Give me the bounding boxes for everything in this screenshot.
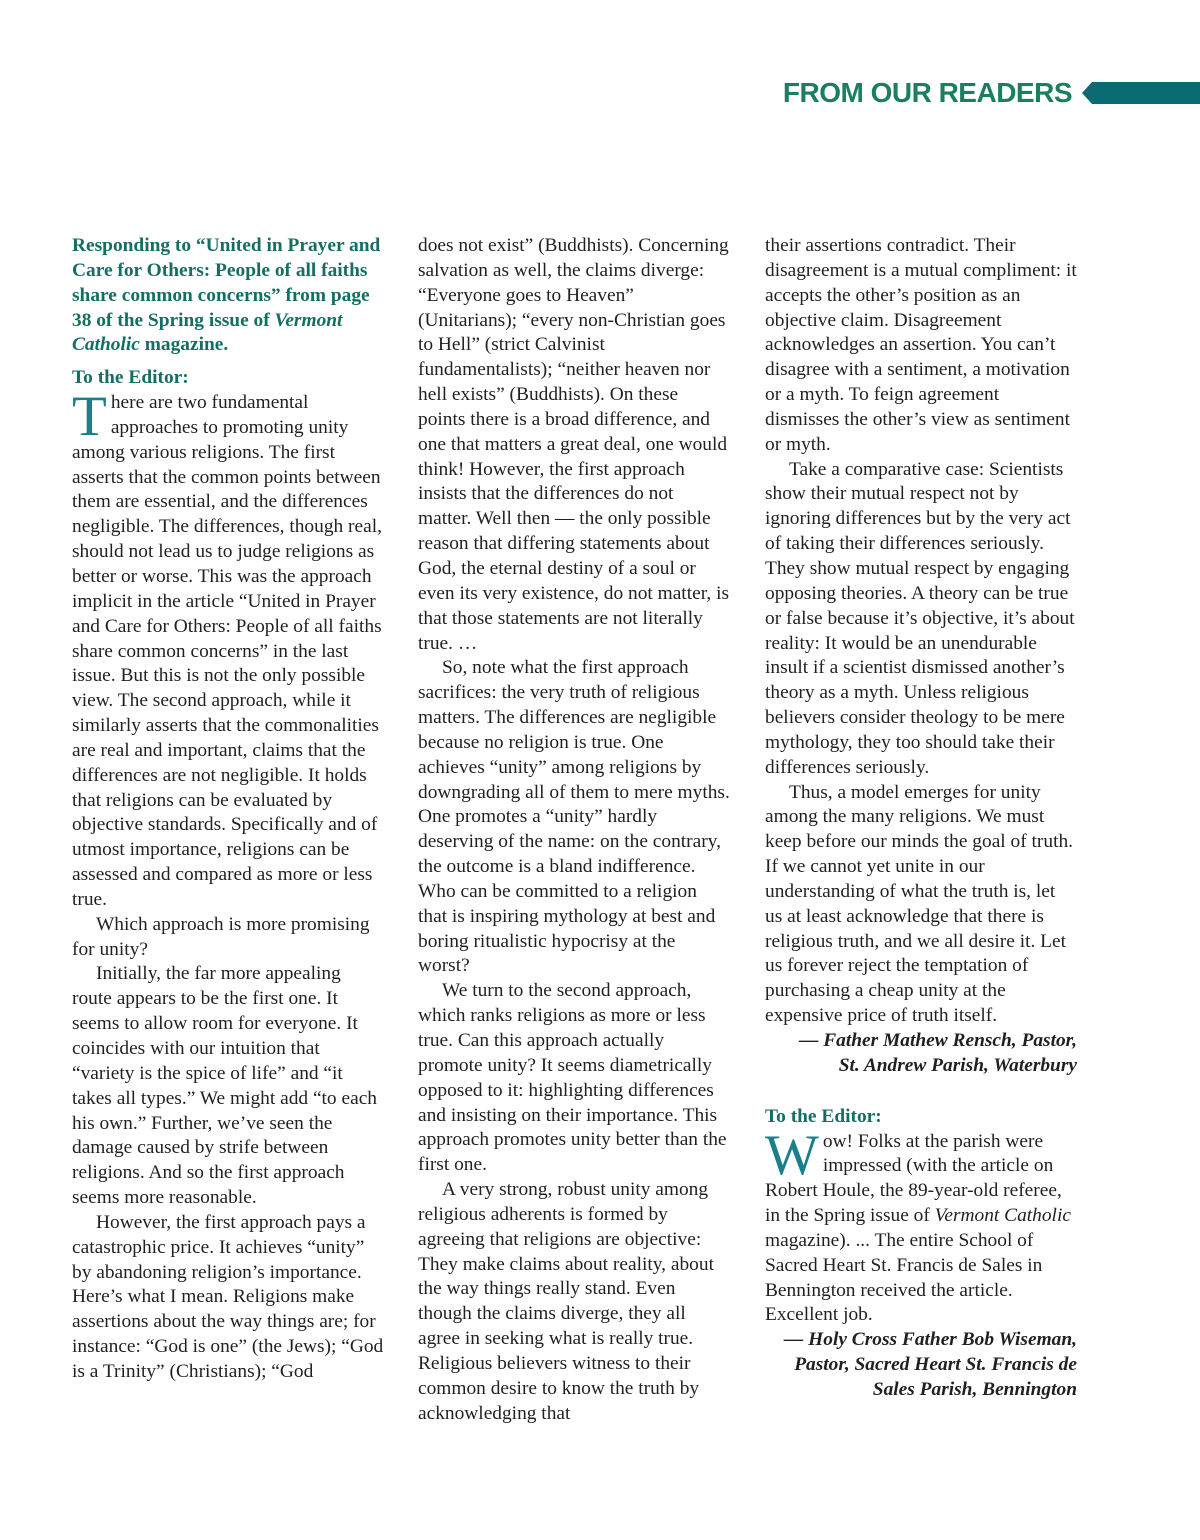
letter1-paragraph-1 bbox=[72, 385, 384, 913]
letter1-paragraph-6: We turn to the second approach, which ranks religions as more or less true. Can this approach actually promote unity? It seems diametrically opposed to it: highlighting differences and insisting on their importance. This approach promotes unity better than the first one. bbox=[418, 980, 727, 1176]
section-tab-marker bbox=[1082, 82, 1200, 104]
intro-lead: Responding to “United in Prayer and Care for Others: People of all faiths share common concerns” from page 38 of the Spring issue of bbox=[72, 235, 381, 331]
intro-note bbox=[72, 234, 384, 358]
letter2-signoff-line-2: Pastor, Sacred Heart St. Francis de bbox=[794, 1354, 1077, 1376]
section-header bbox=[783, 76, 1200, 110]
letter2-magazine: Vermont Catholic bbox=[934, 1205, 1071, 1227]
letter2-paragraph bbox=[765, 1123, 1077, 1329]
letter1-signoff-line-1: — Father Mathew Rensch, Pastor, bbox=[799, 1030, 1077, 1051]
letter1-paragraph-5: So, note what the first approach sacrifices: the very truth of religious matters. The differences are negligible because no religion is true. One achieves “unity” among religions by downgrading all of them to mere myths. One promotes a “unity” hardly deserving of the name: on the contrary, the outcome is a bland indifference. Who can be committed to a religion that is inspiring mythology at best and boring ritualistic hypocrisy at the worst? bbox=[418, 657, 730, 977]
letter1-p1-text: here are two fundamental approaches to promoting unity among various religions. The first asserts that the common points between them are essential, and the differences negligible. The differences, though real, should not lead us to judge religions as better or worse. This was the approach implicit in the article “United in Prayer and Care for Others: People of all faiths share common concerns” in the last issue. But this is not the only possible view. The second approach, while it similarly asserts that the commonalities are real and important, claims that the differences are not negligible. It holds that religions can be evaluated by objective standards. Specifically and of utmost importance, religions can be assessed and compared as more or less true. bbox=[72, 392, 382, 910]
letter2-signoff-line-3: Sales Parish, Bennington bbox=[872, 1378, 1077, 1400]
section-title: FROM OUR READERS bbox=[782, 77, 1072, 108]
intro-tail: magazine. bbox=[139, 334, 229, 356]
letter1-paragraph-7b: their assertions contradict. Their disagreement is a mutual compliment: it accepts the other’s position as an objective claim. Disagreement acknowledges an assertion. You can’t disagree with a sentiment, a motivation or a myth. To feign agreement dismisses the other’s view as sentiment or myth. bbox=[765, 235, 1077, 455]
intro-magazine: Vermont Catholic bbox=[72, 309, 343, 356]
column-2 bbox=[418, 234, 730, 1427]
letter1-paragraph-8: Take a comparative case: Scientists show their mutual respect not by ignoring differences but by the very act of taking their differences seriously. They show mutual respect by engaging opposing theories. A theory can be true or false because it’s objective, it’s about reality: It would be an unendurable insult if a scientist dismissed another’s theory as a myth. Unless religious believers consider theology to be mere mythology, they too should take their differences seriously. bbox=[765, 458, 1075, 778]
letter2-text-a: ow! Folks at the parish were impressed (with the article on Robert Houle, the 89-year-old referee, in the Spring issue of bbox=[765, 1130, 1062, 1227]
letter1-paragraph-3: Initially, the far more appealing route appears to be the first one. It seems to allow room for everyone. It coincides with our intuition that “variety is the spice of life” and “it takes all types.” We might add “to each his own.” Further, we’ve seen the damage caused by strife between religions. And so the first approach seems more reasonable. bbox=[72, 963, 377, 1209]
letter1-paragraph-7a: A very strong, robust unity among religious adherents is formed by agreeing that religions are objective: They make claims about reality, about the way things really stand. Even though the claims diverge, they all agree in seeking what is really true. Religious believers witness to their common desire to know the truth by acknowledging that bbox=[418, 1179, 714, 1424]
letter1-paragraph-4a: However, the first approach pays a catastrophic price. It achieves “unity” by abandoning religion’s importance. Here’s what I mean. Religions make assertions about the way things are; for instance: “God is one” (the Jews); “God is a Trinity” (Christians); “God bbox=[72, 1211, 384, 1382]
letter1-paragraph-9: Thus, a model emerges for unity among the many religions. We must keep before our minds the goal of truth. If we cannot yet unite in our understanding of what the truth is, let us at least acknowledge that there is religious truth, and we all desire it. Let us forever reject the temptation of purchasing a cheap unity at the expensive price of truth itself. bbox=[765, 781, 1074, 1027]
letter2-text-b: magazine). ... The entire School of Sacred Heart St. Francis de Sales in Bennington received the article. Excellent job. bbox=[765, 1229, 1043, 1326]
letter2-dropcap: W bbox=[765, 1123, 819, 1187]
letter1-salutation: To the Editor: bbox=[72, 367, 189, 389]
letter-spacer bbox=[765, 1079, 1077, 1105]
letter2-signoff-line-1: — Holy Cross Father Bob Wiseman, bbox=[783, 1329, 1077, 1351]
column-3 bbox=[765, 234, 1077, 1403]
letter2-salutation: To the Editor: bbox=[765, 1105, 882, 1127]
letter1-paragraph-4b: does not exist” (Buddhists). Concerning salvation as well, the claims diverge: “Everyone goes to Heaven” (Unitarians); “every non-Christian goes to Hell” (strict Calvinist fundamentalists); “neither heaven nor hell exists” (Buddhists). On these points there is a broad difference, and one that matters a great deal, one would think! However, the first approach insists that the differences do not matter. Well then — the only possible reason that differing statements about God, the eternal destiny of a soul or even its very existence, do not matter, is that those statements are not literally true. … bbox=[418, 235, 729, 654]
column-1 bbox=[72, 234, 384, 1385]
letter1-paragraph-2: Which approach is more promising for unity? bbox=[72, 913, 370, 960]
letter1-dropcap: T bbox=[72, 385, 107, 449]
letter1-signoff-line-2: St. Andrew Parish, Waterbury bbox=[838, 1054, 1077, 1076]
